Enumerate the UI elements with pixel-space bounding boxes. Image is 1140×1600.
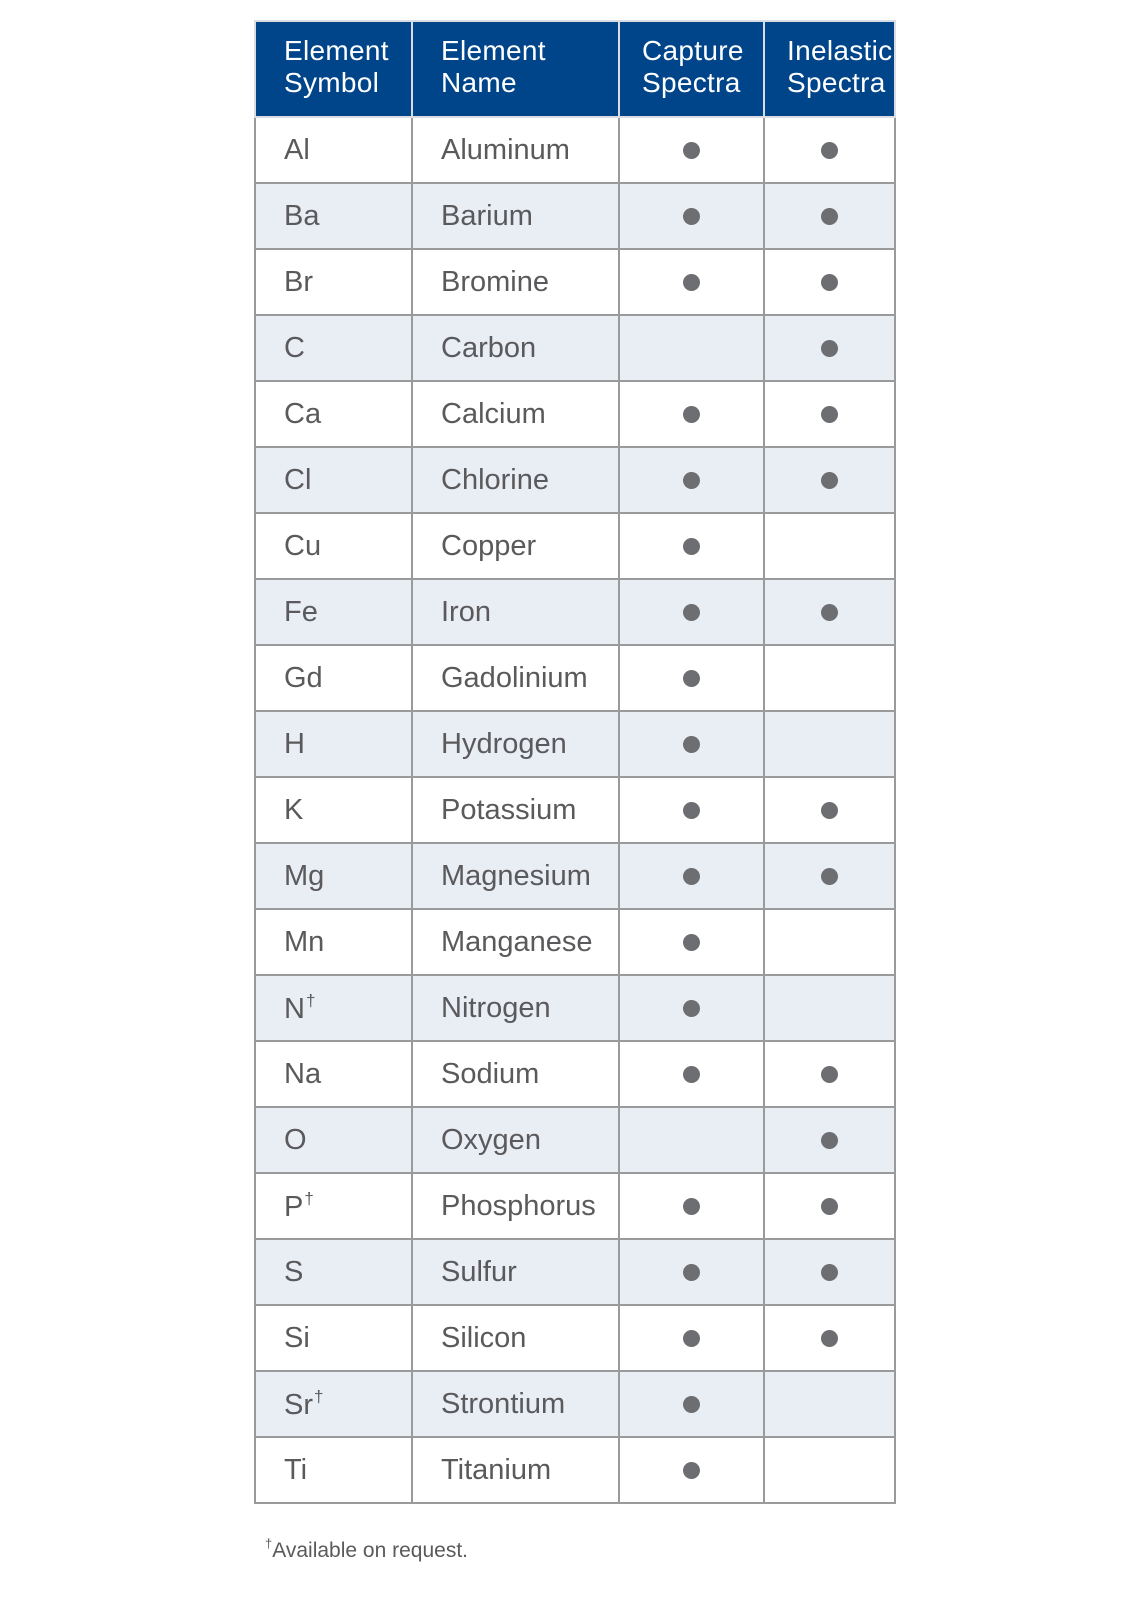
bullet-icon [683, 1396, 700, 1413]
element-symbol: Ca [284, 397, 322, 430]
element-name: Bromine [412, 249, 619, 315]
header-line: Element [441, 35, 546, 66]
capture-spectra-cell [619, 1371, 764, 1437]
header-line: Name [441, 67, 517, 98]
capture-spectra-cell [619, 909, 764, 975]
table-row [255, 1107, 895, 1173]
table-row [255, 843, 895, 909]
element-name: Manganese [412, 909, 619, 975]
element-symbol: Si [284, 1321, 310, 1354]
element-symbol: Ti [284, 1453, 308, 1486]
inelastic-spectra-cell [764, 1305, 895, 1371]
element-symbol: Mn [284, 925, 325, 958]
capture-spectra-cell [619, 579, 764, 645]
inelastic-spectra-cell [764, 315, 895, 381]
inelastic-spectra-cell [764, 711, 895, 777]
element-name: Gadolinium [412, 645, 619, 711]
element-symbol-cell [255, 1305, 412, 1371]
inelastic-spectra-cell [764, 1041, 895, 1107]
capture-spectra-cell [619, 645, 764, 711]
bullet-icon [821, 142, 838, 159]
bullet-icon [683, 1462, 700, 1479]
element-symbol: C [284, 331, 305, 364]
element-symbol: Mg [284, 859, 325, 892]
capture-spectra-cell [619, 183, 764, 249]
element-name: Iron [412, 579, 619, 645]
inelastic-spectra-cell [764, 843, 895, 909]
bullet-icon [821, 274, 838, 291]
capture-spectra-cell [619, 1041, 764, 1107]
bullet-icon [683, 1264, 700, 1281]
header-line: Element [284, 35, 389, 66]
inelastic-spectra-cell [764, 777, 895, 843]
inelastic-spectra-cell [764, 381, 895, 447]
capture-spectra-cell [619, 117, 764, 183]
element-symbol: Gd [284, 661, 323, 694]
element-symbol-cell [255, 117, 412, 183]
element-symbol-cell [255, 1107, 412, 1173]
element-symbol-cell [255, 1437, 412, 1503]
element-name: Hydrogen [412, 711, 619, 777]
inelastic-spectra-cell [764, 909, 895, 975]
bullet-icon [683, 736, 700, 753]
element-name: Chlorine [412, 447, 619, 513]
capture-spectra-cell [619, 1107, 764, 1173]
bullet-icon [683, 670, 700, 687]
element-symbol-cell [255, 645, 412, 711]
footnote-text: Available on request. [272, 1539, 468, 1562]
bullet-icon [683, 208, 700, 225]
table-row [255, 645, 895, 711]
elements-table-container [254, 20, 894, 1504]
footnote [264, 1536, 468, 1563]
element-symbol: Al [284, 133, 310, 166]
bullet-icon [683, 274, 700, 291]
bullet-icon [821, 802, 838, 819]
header-line: Inelastic [787, 35, 893, 66]
capture-spectra-cell [619, 711, 764, 777]
table-row [255, 447, 895, 513]
bullet-icon [683, 868, 700, 885]
element-symbol-cell [255, 1371, 412, 1437]
capture-spectra-cell [619, 249, 764, 315]
capture-spectra-cell [619, 1239, 764, 1305]
bullet-icon [821, 1198, 838, 1215]
bullet-icon [821, 472, 838, 489]
bullet-icon [683, 1330, 700, 1347]
element-symbol: Cu [284, 529, 322, 562]
bullet-icon [683, 1066, 700, 1083]
header-line: Capture [642, 35, 744, 66]
capture-spectra-cell [619, 1305, 764, 1371]
table-row [255, 1437, 895, 1503]
table-row [255, 1173, 895, 1239]
bullet-icon [683, 538, 700, 555]
header-inelastic-spectra [764, 21, 895, 117]
inelastic-spectra-cell [764, 513, 895, 579]
element-symbol: K [284, 793, 304, 826]
element-name: Oxygen [412, 1107, 619, 1173]
element-name: Aluminum [412, 117, 619, 183]
table-row [255, 1239, 895, 1305]
inelastic-spectra-cell [764, 249, 895, 315]
inelastic-spectra-cell [764, 183, 895, 249]
inelastic-spectra-cell [764, 1239, 895, 1305]
header-line: Symbol [284, 67, 380, 98]
table-row [255, 975, 895, 1041]
capture-spectra-cell [619, 315, 764, 381]
element-name: Barium [412, 183, 619, 249]
element-symbol-cell [255, 183, 412, 249]
table-row [255, 381, 895, 447]
dagger-mark: † [314, 1386, 324, 1406]
capture-spectra-cell [619, 381, 764, 447]
element-symbol: H [284, 727, 305, 760]
element-symbol: Br [284, 265, 313, 298]
table-row [255, 777, 895, 843]
element-name: Silicon [412, 1305, 619, 1371]
table-row [255, 183, 895, 249]
inelastic-spectra-cell [764, 645, 895, 711]
table-row [255, 1041, 895, 1107]
header-row [255, 21, 895, 117]
bullet-icon [821, 1132, 838, 1149]
capture-spectra-cell [619, 843, 764, 909]
inelastic-spectra-cell [764, 579, 895, 645]
bullet-icon [683, 406, 700, 423]
table-row [255, 1371, 895, 1437]
table-row [255, 513, 895, 579]
table-row [255, 249, 895, 315]
bullet-icon [821, 208, 838, 225]
element-name: Magnesium [412, 843, 619, 909]
inelastic-spectra-cell [764, 117, 895, 183]
bullet-icon [683, 802, 700, 819]
bullet-icon [821, 1066, 838, 1083]
capture-spectra-cell [619, 1437, 764, 1503]
capture-spectra-cell [619, 447, 764, 513]
bullet-icon [821, 1264, 838, 1281]
header-element-name [412, 21, 619, 117]
dagger-mark: † [305, 990, 316, 1010]
bullet-icon [683, 604, 700, 621]
header-line: Spectra [642, 67, 741, 98]
bullet-icon [821, 868, 838, 885]
bullet-icon [821, 340, 838, 357]
element-name: Sulfur [412, 1239, 619, 1305]
element-symbol-cell [255, 381, 412, 447]
capture-spectra-cell [619, 975, 764, 1041]
bullet-icon [683, 472, 700, 489]
element-name: Nitrogen [412, 975, 619, 1041]
capture-spectra-cell [619, 777, 764, 843]
capture-spectra-cell [619, 513, 764, 579]
inelastic-spectra-cell [764, 1173, 895, 1239]
element-name: Phosphorus [412, 1173, 619, 1239]
footnote-dagger: † [265, 1536, 273, 1551]
element-symbol-cell [255, 249, 412, 315]
element-symbol: N [284, 992, 305, 1025]
element-symbol-cell [255, 579, 412, 645]
inelastic-spectra-cell [764, 1107, 895, 1173]
bullet-icon [821, 406, 838, 423]
element-symbol: Ba [284, 199, 320, 232]
element-symbol: Sr [284, 1388, 313, 1421]
bullet-icon [683, 142, 700, 159]
dagger-mark: † [304, 1188, 314, 1208]
header-element-symbol [255, 21, 412, 117]
element-name: Copper [412, 513, 619, 579]
bullet-icon [683, 1000, 700, 1017]
element-symbol-cell [255, 711, 412, 777]
element-symbol-cell [255, 1239, 412, 1305]
element-symbol-cell [255, 447, 412, 513]
inelastic-spectra-cell [764, 1371, 895, 1437]
table-row [255, 315, 895, 381]
elements-table [254, 20, 896, 1504]
header-capture-spectra [619, 21, 764, 117]
bullet-icon [821, 1330, 838, 1347]
table-row [255, 909, 895, 975]
inelastic-spectra-cell [764, 1437, 895, 1503]
element-name: Titanium [412, 1437, 619, 1503]
element-symbol-cell [255, 843, 412, 909]
element-symbol-cell [255, 909, 412, 975]
element-name: Carbon [412, 315, 619, 381]
element-symbol: Na [284, 1057, 322, 1090]
element-name: Strontium [412, 1371, 619, 1437]
element-name: Potassium [412, 777, 619, 843]
element-symbol-cell [255, 975, 412, 1041]
table-row [255, 711, 895, 777]
element-symbol-cell [255, 777, 412, 843]
bullet-icon [683, 1198, 700, 1215]
element-symbol-cell [255, 1041, 412, 1107]
capture-spectra-cell [619, 1173, 764, 1239]
element-name: Calcium [412, 381, 619, 447]
bullet-icon [821, 604, 838, 621]
element-symbol-cell [255, 1173, 412, 1239]
element-symbol-cell [255, 513, 412, 579]
element-symbol: Cl [284, 463, 312, 496]
element-symbol: Fe [284, 595, 318, 628]
table-row [255, 117, 895, 183]
element-name: Sodium [412, 1041, 619, 1107]
header-line: Spectra [787, 67, 886, 98]
element-symbol: O [284, 1123, 307, 1156]
table-header [255, 21, 895, 117]
table-body [255, 117, 895, 1503]
table-row [255, 579, 895, 645]
bullet-icon [683, 934, 700, 951]
inelastic-spectra-cell [764, 975, 895, 1041]
inelastic-spectra-cell [764, 447, 895, 513]
element-symbol-cell [255, 315, 412, 381]
table-row [255, 1305, 895, 1371]
element-symbol: S [284, 1255, 304, 1288]
element-symbol: P [284, 1190, 304, 1223]
